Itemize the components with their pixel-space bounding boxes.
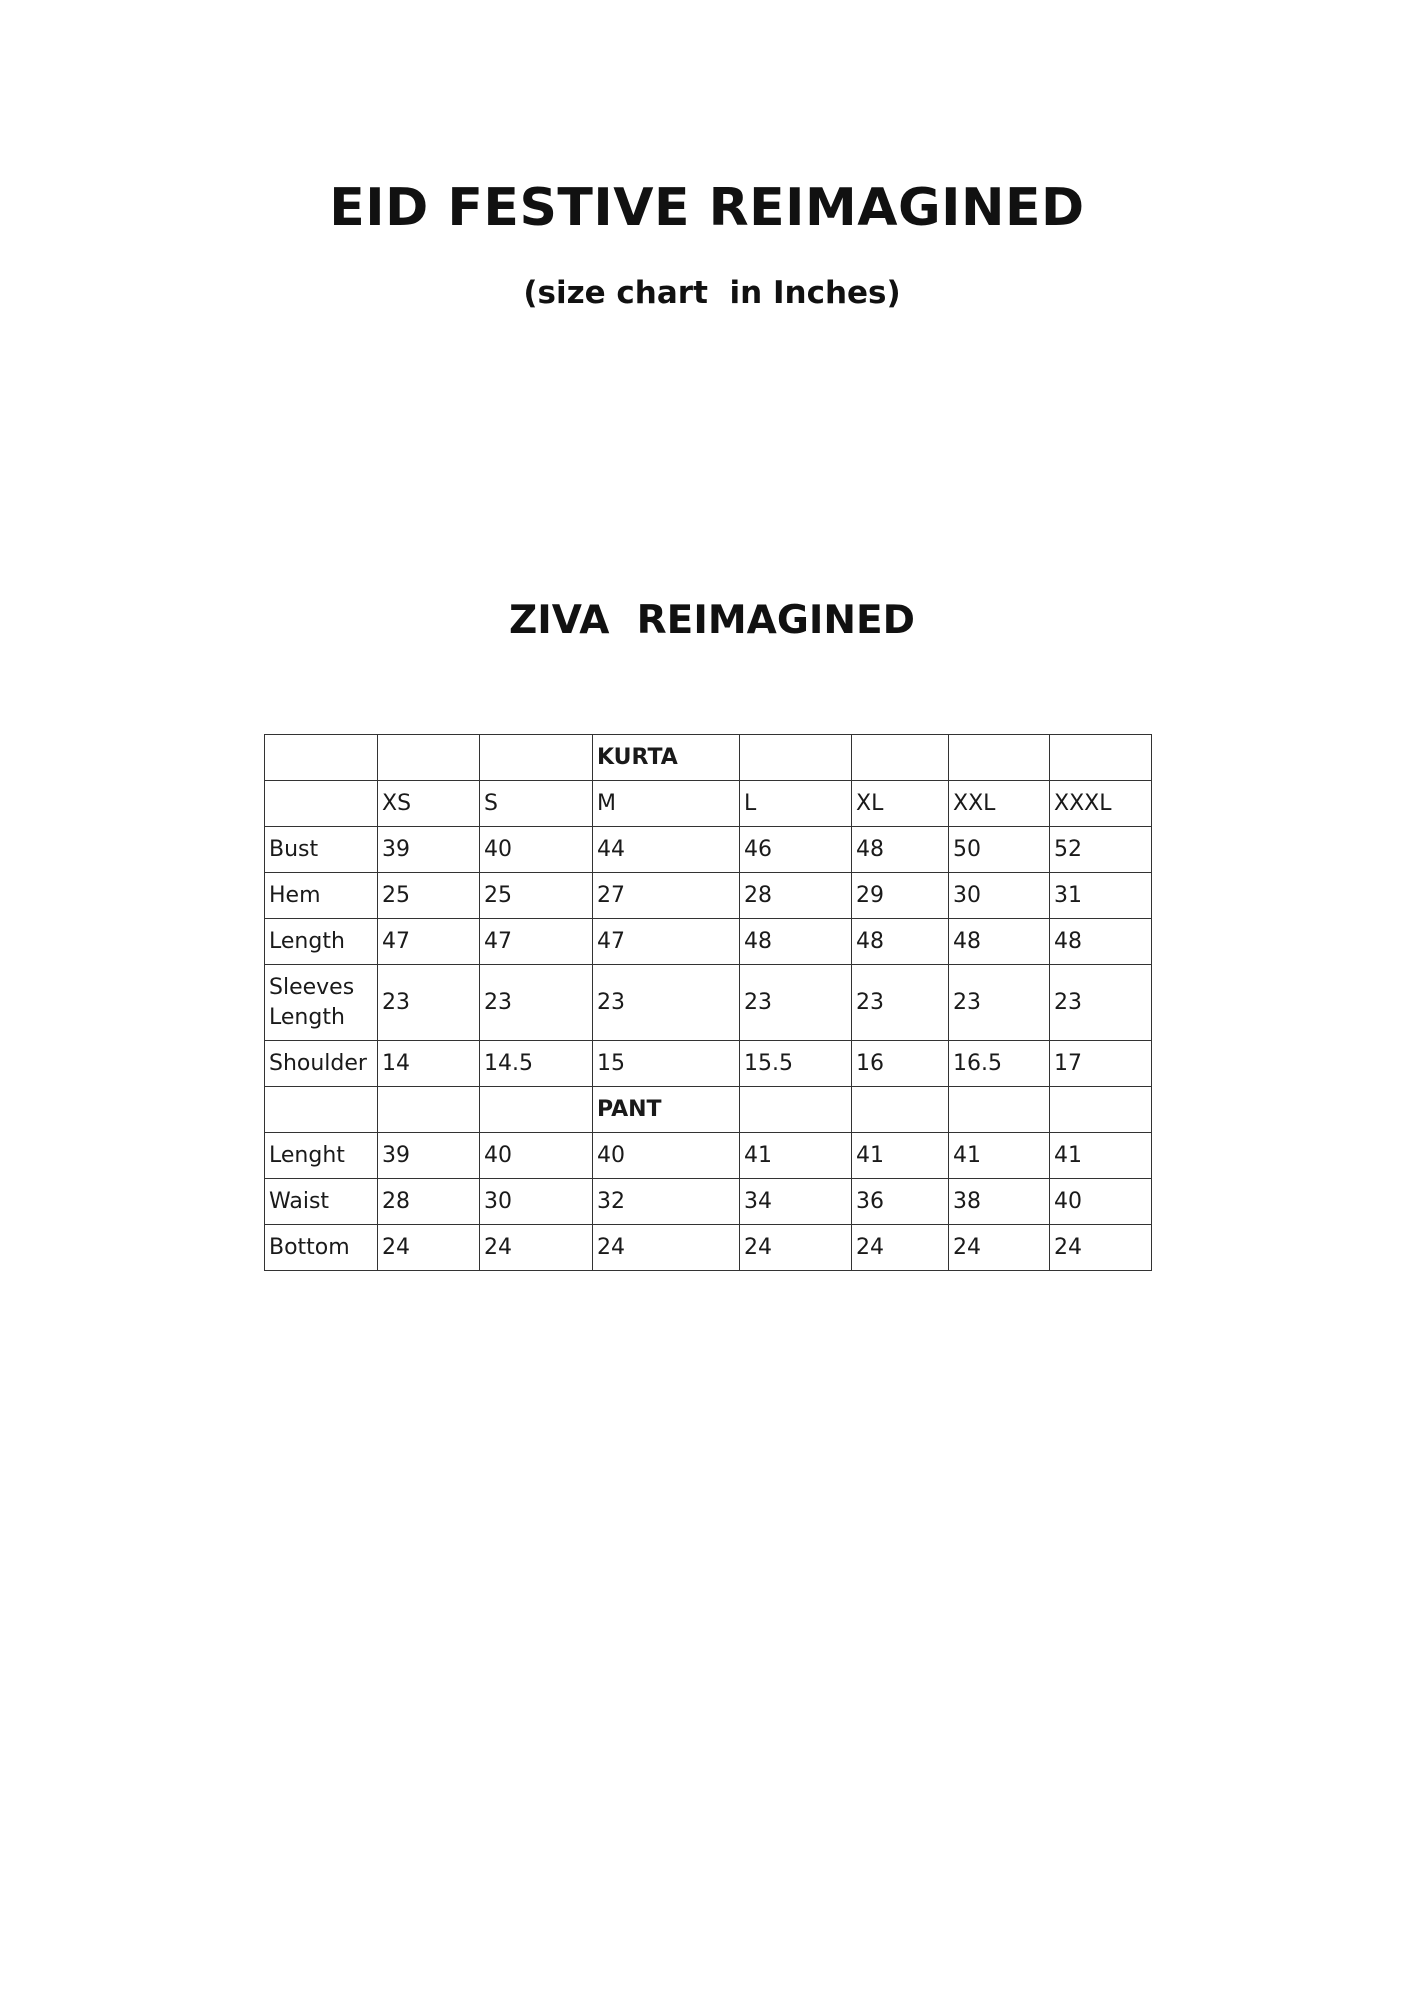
table-cell: 48 (852, 827, 949, 873)
table-cell: 29 (852, 873, 949, 919)
empty-cell (852, 1087, 949, 1133)
table-cell: 41 (740, 1133, 852, 1179)
table-cell: 25 (480, 873, 593, 919)
size-header-cell: XXXL (1050, 781, 1152, 827)
table-cell: 36 (852, 1179, 949, 1225)
table-cell: 48 (949, 919, 1050, 965)
empty-cell (1050, 735, 1152, 781)
table-cell: 47 (378, 919, 480, 965)
size-header-cell: L (740, 781, 852, 827)
empty-cell (378, 735, 480, 781)
empty-cell (949, 1087, 1050, 1133)
table-cell: 44 (593, 827, 740, 873)
table-cell: 23 (740, 965, 852, 1041)
table-cell: 47 (480, 919, 593, 965)
row-label: Lenght (265, 1133, 378, 1179)
row-label: Hem (265, 873, 378, 919)
table-cell: 25 (378, 873, 480, 919)
table-cell: 48 (740, 919, 852, 965)
table-cell: 24 (1050, 1225, 1152, 1271)
table-cell: 30 (480, 1179, 593, 1225)
table-cell: 24 (593, 1225, 740, 1271)
size-header-cell: XXL (949, 781, 1050, 827)
table-cell: 47 (593, 919, 740, 965)
pant-section-label: PANT (593, 1087, 740, 1133)
empty-cell (480, 735, 593, 781)
empty-cell (852, 735, 949, 781)
table-row (265, 965, 1152, 1041)
table-row (265, 827, 1152, 873)
table-cell: 16.5 (949, 1041, 1050, 1087)
page-title: EID FESTIVE REIMAGINED (329, 178, 1085, 238)
empty-cell (265, 1087, 378, 1133)
row-label: Waist (265, 1179, 378, 1225)
table-cell: 23 (593, 965, 740, 1041)
table-cell: 52 (1050, 827, 1152, 873)
table-cell: 14 (378, 1041, 480, 1087)
row-label: Sleeves Length (265, 965, 378, 1041)
empty-cell (378, 1087, 480, 1133)
pant-header-row (265, 1087, 1152, 1133)
row-label: Length (265, 919, 378, 965)
table-cell: 23 (378, 965, 480, 1041)
page-subtitle: (size chart in Inches) (523, 275, 901, 311)
section-title: ZIVA REIMAGINED (508, 598, 915, 643)
table-cell: 24 (480, 1225, 593, 1271)
table-cell: 31 (1050, 873, 1152, 919)
table-cell: 23 (1050, 965, 1152, 1041)
size-header-cell: S (480, 781, 593, 827)
table-cell: 38 (949, 1179, 1050, 1225)
kurta-section-label: KURTA (593, 735, 740, 781)
table-cell: 24 (949, 1225, 1050, 1271)
empty-cell (740, 735, 852, 781)
table-cell: 15.5 (740, 1041, 852, 1087)
table-row (265, 1041, 1152, 1087)
table-cell: 46 (740, 827, 852, 873)
empty-cell (740, 1087, 852, 1133)
table-cell: 23 (852, 965, 949, 1041)
table-cell: 40 (1050, 1179, 1152, 1225)
table-cell: 50 (949, 827, 1050, 873)
table-cell: 41 (1050, 1133, 1152, 1179)
table-cell: 41 (949, 1133, 1050, 1179)
size-header-cell: XL (852, 781, 949, 827)
row-label: Bust (265, 827, 378, 873)
table-cell: 40 (480, 1133, 593, 1179)
table-cell: 39 (378, 1133, 480, 1179)
table-cell: 24 (740, 1225, 852, 1271)
row-label: Bottom (265, 1225, 378, 1271)
kurta-header-row (265, 735, 1152, 781)
table-cell: 30 (949, 873, 1050, 919)
table-row (265, 1133, 1152, 1179)
table-cell: 24 (852, 1225, 949, 1271)
table-cell: 48 (1050, 919, 1152, 965)
table-cell: 17 (1050, 1041, 1152, 1087)
table-cell: 34 (740, 1179, 852, 1225)
table-cell: 23 (480, 965, 593, 1041)
table-cell: 14.5 (480, 1041, 593, 1087)
size-header-cell: XS (378, 781, 480, 827)
table-cell: 16 (852, 1041, 949, 1087)
table-row (265, 919, 1152, 965)
table-cell: 27 (593, 873, 740, 919)
table-cell: 39 (378, 827, 480, 873)
empty-cell (949, 735, 1050, 781)
table-cell: 41 (852, 1133, 949, 1179)
table-cell: 23 (949, 965, 1050, 1041)
row-label: Shoulder (265, 1041, 378, 1087)
empty-cell (265, 781, 378, 827)
empty-cell (1050, 1087, 1152, 1133)
empty-cell (265, 735, 378, 781)
table-cell: 40 (480, 827, 593, 873)
table-cell: 32 (593, 1179, 740, 1225)
table-cell: 28 (378, 1179, 480, 1225)
size-chart-table (264, 734, 1152, 1271)
size-header-cell: M (593, 781, 740, 827)
table-cell: 15 (593, 1041, 740, 1087)
table-cell: 48 (852, 919, 949, 965)
empty-cell (480, 1087, 593, 1133)
table-row (265, 1225, 1152, 1271)
size-header-row (265, 781, 1152, 827)
table-cell: 24 (378, 1225, 480, 1271)
table-cell: 40 (593, 1133, 740, 1179)
table-cell: 28 (740, 873, 852, 919)
table-row (265, 873, 1152, 919)
table-row (265, 1179, 1152, 1225)
